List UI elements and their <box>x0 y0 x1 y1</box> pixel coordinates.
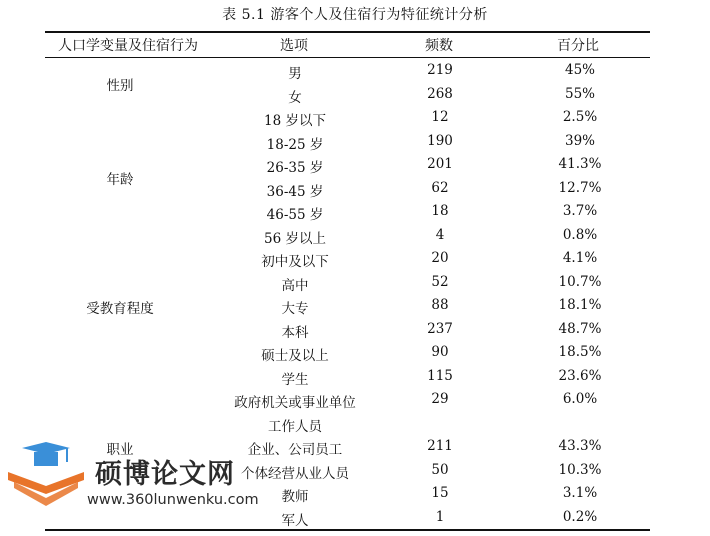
table-cell-percent: 12.7% <box>558 179 602 196</box>
table-cell-frequency: 237 <box>427 320 453 337</box>
table-cell-option: 本科 <box>281 324 309 341</box>
table-cell-option: 政府机关或事业单位 <box>234 395 356 411</box>
table-cell-frequency: 211 <box>427 438 453 454</box>
table-cell-percent: 45% <box>564 62 595 78</box>
watermark-title: 硕博论文网 <box>95 459 235 490</box>
table-cell-percent: 41.3% <box>558 156 602 172</box>
table-cell-percent: 18.1% <box>558 297 602 313</box>
table-cell-option: 56 岁以上 <box>264 230 326 247</box>
table-cell-frequency: 268 <box>427 85 453 102</box>
table-cell-option: 男 <box>288 66 302 82</box>
table-cell-option: 硕士及以上 <box>261 348 329 364</box>
table-cell-percent: 3.7% <box>562 203 598 219</box>
header-variable: 人口学变量及住宿行为 <box>58 38 198 54</box>
table-cell-option: 18 岁以下 <box>264 113 326 129</box>
table-cell-option: 18-25 岁 <box>266 136 324 153</box>
table-cell-frequency: 62 <box>431 179 449 196</box>
table-cell-option: 初中及以下 <box>261 254 329 270</box>
group-label-gender: 性别 <box>106 78 134 94</box>
table-cell-frequency: 12 <box>431 109 449 125</box>
table-caption: 表 5.1 游客个人及住宿行为特征统计分析 <box>222 7 488 23</box>
table-cell-percent: 39% <box>564 132 595 149</box>
table-cell-option: 女 <box>288 89 302 106</box>
table-cell-option: 36-45 岁 <box>266 183 324 200</box>
table-cell-option: 企业、公司员工 <box>247 442 343 458</box>
table-cell-frequency: 29 <box>431 391 449 407</box>
table-cell-frequency: 190 <box>427 132 453 149</box>
table-cell-percent: 4.1% <box>562 250 598 266</box>
table-cell-option: 高中 <box>281 277 309 294</box>
table-cell-option: 26-35 岁 <box>266 160 324 176</box>
table-cell-percent: 18.5% <box>558 344 602 360</box>
table-cell-frequency: 88 <box>431 297 449 313</box>
table-cell-option: 工作人员 <box>268 418 322 435</box>
watermark-url: www.360lunwenku.com <box>87 492 259 508</box>
table-cell-percent: 2.5% <box>562 109 598 125</box>
table-cell-percent: 0.2% <box>562 508 598 525</box>
table-cell-frequency: 115 <box>427 367 453 384</box>
header-percent: 百分比 <box>557 38 599 54</box>
table-cell-percent: 48.7% <box>558 320 602 337</box>
table-header-rule <box>45 57 650 58</box>
table-cell-percent: 55% <box>564 85 595 102</box>
table-cell-option: 个体经营从业人员 <box>241 465 349 482</box>
table-cell-frequency: 90 <box>431 344 449 360</box>
header-option: 选项 <box>280 38 308 54</box>
table-cell-percent: 23.6% <box>558 367 602 384</box>
group-label-occupation: 职业 <box>106 442 134 458</box>
table-cell-frequency: 50 <box>431 461 449 478</box>
table-cell-percent: 6.0% <box>562 391 598 407</box>
table-cell-percent: 10.7% <box>558 273 602 290</box>
table-cell-frequency: 219 <box>427 62 453 78</box>
table-cell-option: 学生 <box>281 371 309 388</box>
table-cell-percent: 0.8% <box>562 226 598 243</box>
header-frequency: 频数 <box>425 38 453 54</box>
table-cell-frequency: 1 <box>435 508 445 525</box>
table-cell-frequency: 20 <box>431 250 449 266</box>
table-cell-percent: 3.1% <box>562 485 598 501</box>
group-label-education: 受教育程度 <box>86 301 154 317</box>
table-top-rule <box>45 31 650 33</box>
table-cell-frequency: 52 <box>431 273 449 290</box>
group-label-age: 年龄 <box>106 172 134 188</box>
table-cell-option: 大专 <box>281 301 309 317</box>
table-cell-option: 教师 <box>281 489 309 505</box>
table-cell-frequency: 4 <box>435 226 445 243</box>
table-cell-percent: 10.3% <box>558 461 602 478</box>
table-cell-frequency: 18 <box>431 203 449 219</box>
table-cell-option: 46-55 岁 <box>266 207 324 223</box>
table-cell-percent: 43.3% <box>558 438 602 454</box>
table-cell-frequency: 15 <box>431 485 449 501</box>
table-cell-frequency: 201 <box>427 156 453 172</box>
table-cell-option: 军人 <box>281 512 309 529</box>
